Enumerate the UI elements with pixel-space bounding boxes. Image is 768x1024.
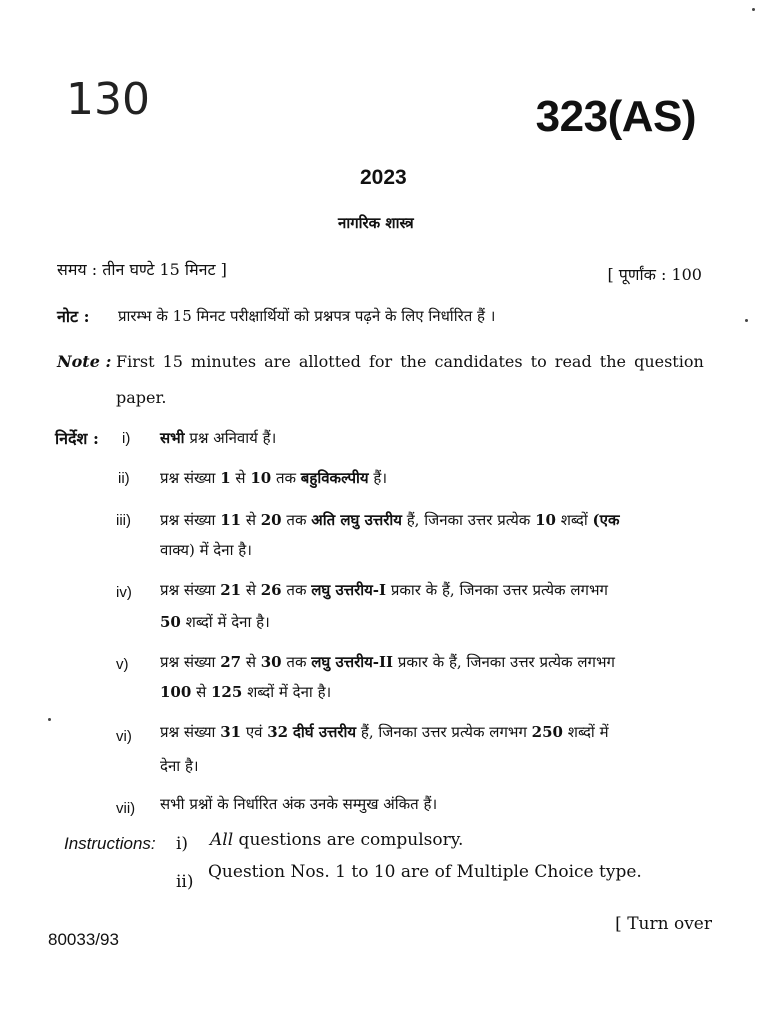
- note-english-line2: paper.: [116, 388, 167, 407]
- direction-number: ii): [118, 470, 130, 487]
- direction-item-continued: वाक्य) में देना है।: [160, 541, 252, 559]
- direction-item: प्रश्न संख्या 27 से 30 तक लघु उत्तरीय-II प्रकार के हैं, जिनका उत्तर प्रत्येक लगभग: [160, 653, 615, 671]
- footer-code: 80033/93: [48, 930, 119, 949]
- direction-number: vi): [116, 728, 132, 745]
- note-hindi-label: नोट :: [57, 307, 90, 326]
- instruction-number: ii): [176, 872, 194, 892]
- time-allowed: समय : तीन घण्टे 15 मिनट ]: [57, 260, 227, 279]
- turn-over-note: [ Turn over: [615, 914, 712, 934]
- instructions-label: Instructions:: [64, 834, 156, 853]
- scan-speck: [745, 319, 748, 322]
- instruction-item: Question Nos. 1 to 10 are of Multiple Choice type.: [208, 862, 642, 882]
- direction-item: प्रश्न संख्या 21 से 26 तक लघु उत्तरीय-I प्रकार के हैं, जिनका उत्तर प्रत्येक लगभग: [160, 581, 608, 599]
- max-marks: [ पूर्णांक : 100: [607, 265, 702, 284]
- direction-number: vii): [116, 800, 136, 817]
- note-english-line1: First 15 minutes are allotted for the candidates to read the question: [116, 352, 704, 371]
- direction-item-continued: 50 शब्दों में देना है।: [160, 613, 270, 631]
- directions-label: निर्देश :: [55, 429, 99, 448]
- direction-number: i): [122, 430, 131, 447]
- instruction-item: All questions are compulsory.: [210, 830, 464, 850]
- direction-number: v): [116, 656, 129, 673]
- direction-item-continued: 100 से 125 शब्दों में देना है।: [160, 683, 332, 701]
- direction-item: प्रश्न संख्या 1 से 10 तक बहुविकल्पीय हैं।: [160, 469, 388, 487]
- exam-year: 2023: [360, 166, 407, 189]
- direction-number: iii): [116, 512, 131, 529]
- direction-item: प्रश्न संख्या 11 से 20 तक अति लघु उत्तरीय हैं, जिनका उत्तर प्रत्येक 10 शब्दों (एक: [160, 511, 620, 529]
- direction-number: iv): [116, 584, 132, 601]
- subject-title: नागरिक शास्त्र: [338, 214, 414, 232]
- direction-item: सभी प्रश्नों के निर्धारित अंक उनके सम्मुख अंकित हैं।: [160, 795, 438, 813]
- note-hindi-text: प्रारम्भ के 15 मिनट परीक्षार्थियों को प्रश्नपत्र पढ़ने के लिए निर्धारित हैं ।: [118, 307, 496, 325]
- scan-speck: [48, 718, 51, 721]
- direction-item: प्रश्न संख्या 31 एवं 32 दीर्घ उत्तरीय हैं, जिनका उत्तर प्रत्येक लगभग 250 शब्दों में: [160, 723, 609, 741]
- direction-item-continued: देना है।: [160, 757, 199, 775]
- note-english-label: Note :: [57, 352, 112, 371]
- scan-speck: [752, 8, 755, 11]
- handwritten-number: 130: [66, 74, 150, 125]
- instruction-number: i): [176, 834, 189, 854]
- paper-code: 323(AS): [535, 92, 696, 141]
- direction-item: सभी प्रश्न अनिवार्य हैं।: [160, 429, 277, 447]
